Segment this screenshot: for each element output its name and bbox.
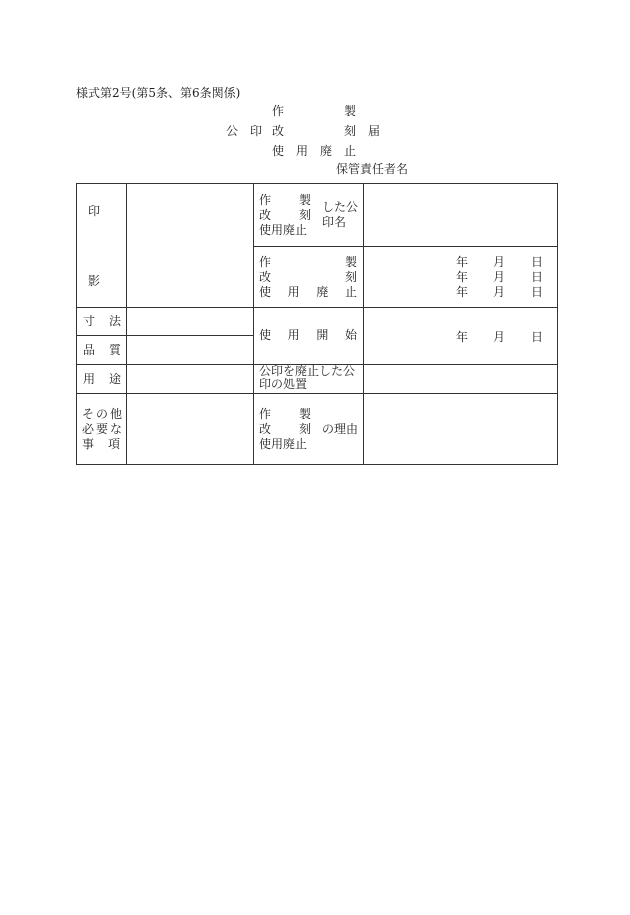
quality-label-cell [77,336,127,365]
purpose-label-cell [77,365,127,394]
reason-word: 製 [299,407,312,421]
title-word: 届 [368,124,381,138]
date-action-word: 使 [259,285,272,299]
title-word: 使 [272,144,285,158]
size-label-cell [77,308,127,336]
title-word: 刻 [344,124,357,138]
title-prefix [226,124,262,138]
form-number: 様式第2号(第5条、第6条関係) [76,86,241,100]
purpose-label: 途 [109,372,122,386]
action-word: 改 [259,208,272,222]
reason-word: 使用廃止 [259,437,308,451]
other-label: 項 [108,437,121,451]
seal-form-table [76,183,558,465]
disposal-label-cell [254,365,364,394]
impression-area[interactable] [127,184,254,308]
size-label: 寸 [83,314,96,328]
date-action-word: 用 [287,285,300,299]
month-unit: 月 [493,330,506,344]
date-action-word: 廃 [316,285,329,299]
title-word: 公 [226,124,239,138]
action-word: 刻 [299,208,312,222]
day-unit: 日 [531,270,544,284]
custodian-label: 保管責任者名 [336,162,409,176]
month-unit: 月 [493,255,506,269]
month-unit: 月 [493,285,506,299]
other-value[interactable] [127,394,254,465]
action-word: 作 [259,193,272,207]
usage-start-date[interactable] [364,308,558,365]
purpose-label: 用 [83,372,96,386]
other-label: 必要な [82,422,125,436]
reason-word: 改 [259,422,272,436]
date-action-word: 改 [259,270,272,284]
impression-label-cell [77,184,127,308]
day-unit: 日 [531,255,544,269]
reason-label-cell [254,394,364,465]
date-action-word: 作 [259,255,272,269]
purpose-value[interactable] [127,365,254,394]
month-unit: 月 [493,270,506,284]
impression-label-bottom: 影 [88,274,101,288]
day-unit: 日 [531,330,544,344]
quality-value[interactable] [127,336,254,365]
date-values-cell[interactable] [364,247,558,308]
impression-label-top: 印 [88,204,101,218]
title-word: 製 [343,104,356,118]
title-word: 廃 [319,144,332,158]
date-action-word: 刻 [344,270,357,284]
quality-label: 品 [83,343,96,357]
usage-start-word: 用 [287,328,300,342]
seal-name-label: した公 [322,200,359,214]
date-action-word: 止 [344,285,357,299]
reason-word: 刻 [299,422,312,436]
usage-start-word: 始 [344,328,357,342]
title-word: 印 [249,124,262,138]
day-unit: 日 [531,285,544,299]
size-value[interactable] [127,308,254,336]
usage-start-label-cell [254,308,364,365]
other-label: 事 [82,437,95,451]
title-line-3 [272,144,356,158]
date-action-word: 製 [344,255,357,269]
seal-name-value[interactable] [364,184,558,247]
title-word: 作 [272,104,285,118]
disposal-label: 公印を廃止した公印の処置 [259,364,356,391]
action-word: 使用廃止 [259,223,308,237]
quality-label: 質 [109,343,122,357]
seal-name-label: 印名 [322,215,347,229]
year-unit: 年 [456,255,469,269]
title-word: 用 [295,144,308,158]
reason-word: 作 [259,407,272,421]
other-label-cell [77,394,127,465]
title-word: 止 [343,144,356,158]
usage-start-word: 使 [259,328,272,342]
action-word: 製 [299,193,312,207]
year-unit: 年 [456,270,469,284]
title-word: 改 [272,124,285,138]
disposal-value[interactable] [364,365,558,394]
usage-start-word: 開 [316,328,329,342]
reason-value[interactable] [364,394,558,465]
date-action-label-cell [254,247,364,308]
size-label: 法 [109,314,122,328]
other-label: その他 [82,407,125,421]
year-unit: 年 [456,285,469,299]
title-line-1 [272,104,356,118]
year-unit: 年 [456,330,469,344]
reason-word: の理由 [322,422,359,436]
seal-name-label-cell [254,184,364,247]
